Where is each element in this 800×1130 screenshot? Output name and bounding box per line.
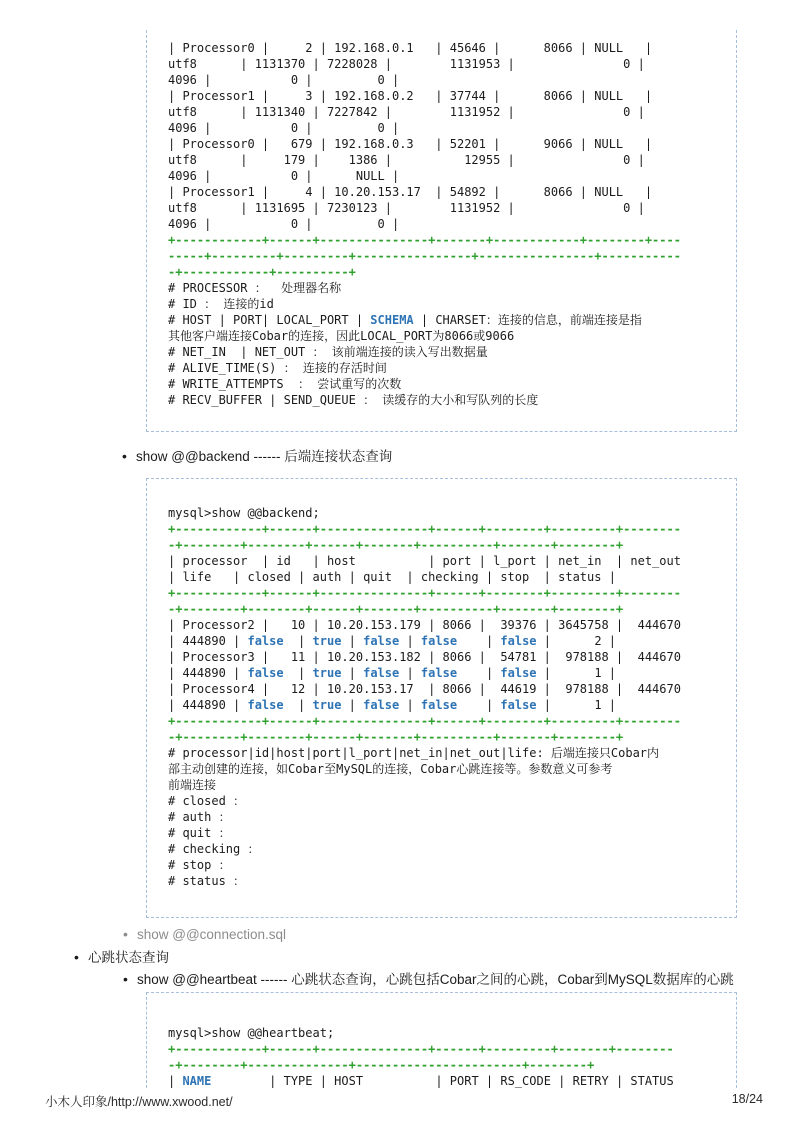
console-text-segment: # quit ： [168,826,231,840]
console-text-segment: | Processor1 | 4 | 10.20.153.17 | 54892 | 8066 | NULL | [168,185,653,199]
console-text-segment: -+--------+--------------+-----------------------+--------+ [168,1058,595,1072]
console-text-segment: 4096 | 0 | NULL | [168,169,400,183]
console-text-segment: false [363,698,400,712]
console-line [168,521,736,537]
console-text-segment: | Processor2 | 10 | 10.20.153.179 | 8066 | 39376 | 3645758 | 444670 [168,618,681,632]
console-line [168,857,736,873]
console-text-segment: -+--------+--------+------+-------+----------+-------+--------+ [168,538,624,552]
console-line [168,1025,736,1041]
console-text-segment: | [399,634,421,648]
console-text-segment: | [341,698,364,712]
console-line [168,344,736,360]
console-text-segment: | processor | id | host | port | l_port | net_in | net_out [168,554,681,568]
console-line [168,376,736,392]
console-line [168,280,736,296]
console-text-segment: 其他客户端连接Cobar的连接，因此LOCAL_PORT为8066或9066 [168,329,515,343]
console-line [168,697,736,713]
console-line [168,873,736,889]
console-text-segment: | CHARSET：连接的信息，前端连接是指 [413,313,642,327]
console-text-segment: | [283,698,313,712]
console-line [168,1057,736,1073]
bullet-dot-icon: • [123,926,128,942]
console-text-segment: true [312,634,342,648]
console-text-segment: utf8 | 1131340 | 7227842 | 1131952 | 0 | [168,105,645,119]
console-line [168,617,736,633]
console-text-segment: | Processor0 | 2 | 192.168.0.1 | 45646 | 8066 | NULL | [168,41,653,55]
console-text-segment: | Processor1 | 3 | 192.168.0.2 | 37744 | 8066 | NULL | [168,89,653,103]
console-text-segment: mysql>show @@heartbeat; [168,1026,335,1040]
console-text-segment: false [420,698,458,712]
bullet-show-connection-sql [123,926,286,943]
console-text-segment: 4096 | 0 | 0 | [168,73,400,87]
console-text-segment: | TYPE | HOST | PORT | RS_CODE | RETRY | STATUS [211,1074,674,1088]
console-line [168,296,736,312]
console-line [168,136,736,152]
bullet-show-heartbeat [123,971,734,988]
console-line [168,360,736,376]
console-box-front-connections [146,30,737,432]
console-text-segment: | Processor4 | 12 | 10.20.153.17 | 8066 | 44619 | 978188 | 444670 [168,682,681,696]
console-text-segment: # processor|id|host|port|l_port|net_in|net_out|life: 后端连接只Cobar内 [168,746,660,760]
console-text-segment: # auth ： [168,810,231,824]
console-text-segment: true [312,698,342,712]
console-text-segment: false [247,698,284,712]
console-text-segment: +------------+------+---------------+------+--------+---------+-------- [168,586,681,600]
console-line [168,633,736,649]
console-text-segment: # HOST | PORT| LOCAL_PORT | [168,313,371,327]
console-line [168,248,736,264]
console-text-segment: utf8 | 1131370 | 7228028 | 1131953 | 0 | [168,57,645,71]
console-line [168,537,736,553]
console-text-segment: true [312,666,342,680]
console-text-segment: false [500,698,537,712]
console-text-segment: # RECV_BUFFER | SEND_QUEUE ： 读缓存的大小和写队列的长度 [168,393,539,407]
console-text-segment: | Processor3 | 11 | 10.20.153.182 | 8066 | 54781 | 978188 | 444670 [168,650,681,664]
console-text-segment: +------------+------+---------------+------+--------+---------+-------- [168,522,681,536]
console-line [168,569,736,585]
console-line [168,88,736,104]
console-text-segment: | Processor0 | 679 | 192.168.0.3 | 52201 | 9066 | NULL | [168,137,653,151]
console-text-segment: | [457,634,501,648]
console-text-segment: -----+---------+---------+----------------+----------------+----------- [168,249,681,263]
console-text-segment: # NET_IN | NET_OUT ： 该前端连接的读入写出数据量 [168,345,488,359]
console-line [168,104,736,120]
console-box-backend [146,478,737,918]
console-line [168,168,736,184]
console-text-segment: | [457,666,501,680]
console-line [168,649,736,665]
console-text-segment: # WRITE_ATTEMPTS ： 尝试重写的次数 [168,377,402,391]
bullet-heartbeat-section [74,949,169,966]
console-text-segment: +------------+------+---------------+------+---------+-------+-------- [168,1042,674,1056]
console-line [168,777,736,793]
console-line [168,713,736,729]
console-text-segment: | 1 | [536,698,617,712]
console-text-segment: NAME [182,1074,212,1088]
console-text-segment: utf8 | 179 | 1386 | 12955 | 0 | [168,153,645,167]
console-text-segment: | [283,634,313,648]
console-text-segment: false [420,666,458,680]
console-line [168,392,736,408]
console-text-segment: | [341,634,364,648]
console-text-segment: # checking ： [168,842,260,856]
console-line [168,601,736,617]
console-text-segment: -+------------+----------+ [168,265,356,279]
bullet-label: show @@backend ------ 后端连接状态查询 [136,449,393,464]
console-text-segment: | 1 | [536,666,617,680]
console-line [168,1041,736,1057]
console-box-heartbeat [146,992,737,1088]
bullet-dot-icon: • [123,971,128,987]
console-line [168,665,736,681]
console-text-segment: -+--------+--------+------+-------+----------+-------+--------+ [168,602,624,616]
console-text-segment: | [341,666,364,680]
console-line [168,745,736,761]
console-line [168,553,736,569]
console-line [168,56,736,72]
console-text-segment: false [420,634,458,648]
console-line [168,328,736,344]
console-text-segment: false [500,634,537,648]
console-line [168,40,736,56]
console-text-segment: false [247,666,284,680]
console-text-segment: 前端连接 [168,778,217,792]
console-text-segment: | 2 | [536,634,617,648]
console-line [168,793,736,809]
console-text-segment: | [399,666,421,680]
bullet-show-backend [122,448,393,465]
console-text-segment: | [457,698,501,712]
console-text-segment: -+--------+--------+------+-------+----------+-------+--------+ [168,730,624,744]
bullet-dot-icon: • [122,448,127,464]
console-line [168,264,736,280]
console-text-segment: +------------+------+---------------+-------+------------+--------+---- [168,233,681,247]
console-text-segment: SCHEMA [370,313,414,327]
console-text-segment: # stop ： [168,858,231,872]
console-text-segment: # closed ： [168,794,246,808]
console-text-segment: # ID ： 连接的id [168,297,274,311]
console-line [168,200,736,216]
console-text-segment: 4096 | 0 | 0 | [168,217,400,231]
console-text-segment: | [168,1074,183,1088]
console-line [168,761,736,777]
console-line [168,232,736,248]
console-text-segment: false [247,634,284,648]
console-text-segment: | [399,698,421,712]
console-text-segment: | 444890 | [168,698,248,712]
console-line [168,681,736,697]
console-text-segment: # PROCESSOR ： 处理器名称 [168,281,342,295]
bullet-label: 心跳状态查询 [88,950,169,965]
console-text-segment: mysql>show @@backend; [168,506,320,520]
console-text-segment: | 444890 | [168,634,248,648]
console-text-segment: +------------+------+---------------+------+--------+---------+-------- [168,714,681,728]
console-text-segment: false [500,666,537,680]
console-line [168,841,736,857]
console-text-segment: 4096 | 0 | 0 | [168,121,400,135]
bullet-dot-icon: • [74,949,79,965]
console-line [168,729,736,745]
console-line [168,184,736,200]
console-line [168,120,736,136]
console-line [168,809,736,825]
console-text-segment: false [363,666,400,680]
console-text-segment: | life | closed | auth | quit | checking | stop | status | [168,570,616,584]
footer-site-url: 小木人印象/http://www.xwood.net/ [45,1095,233,1109]
console-text-segment: # status ： [168,874,246,888]
console-line [168,312,736,328]
footer-page-number: 18/24 [731,1092,763,1106]
console-line [168,1073,736,1088]
bullet-label: show @@connection.sql [137,927,286,942]
console-line [168,505,736,521]
console-text-segment: | 444890 | [168,666,248,680]
console-line [168,825,736,841]
console-text-segment: 部主动创建的连接，如Cobar至MySQL的连接，Cobar心跳连接等。参数意义可参考 [168,762,613,776]
console-line [168,216,736,232]
console-line [168,585,736,601]
console-text-segment: | [283,666,313,680]
console-text-segment: false [363,634,400,648]
console-text-segment: # ALIVE_TIME(S) ： 连接的存活时间 [168,361,387,375]
console-line [168,152,736,168]
console-text-segment: utf8 | 1131695 | 7230123 | 1131952 | 0 | [168,201,645,215]
console-line [168,72,736,88]
bullet-label: show @@heartbeat ------ 心跳状态查询，心跳包括Cobar之间的心跳，Cobar到MySQL数据库的心跳 [137,972,734,987]
